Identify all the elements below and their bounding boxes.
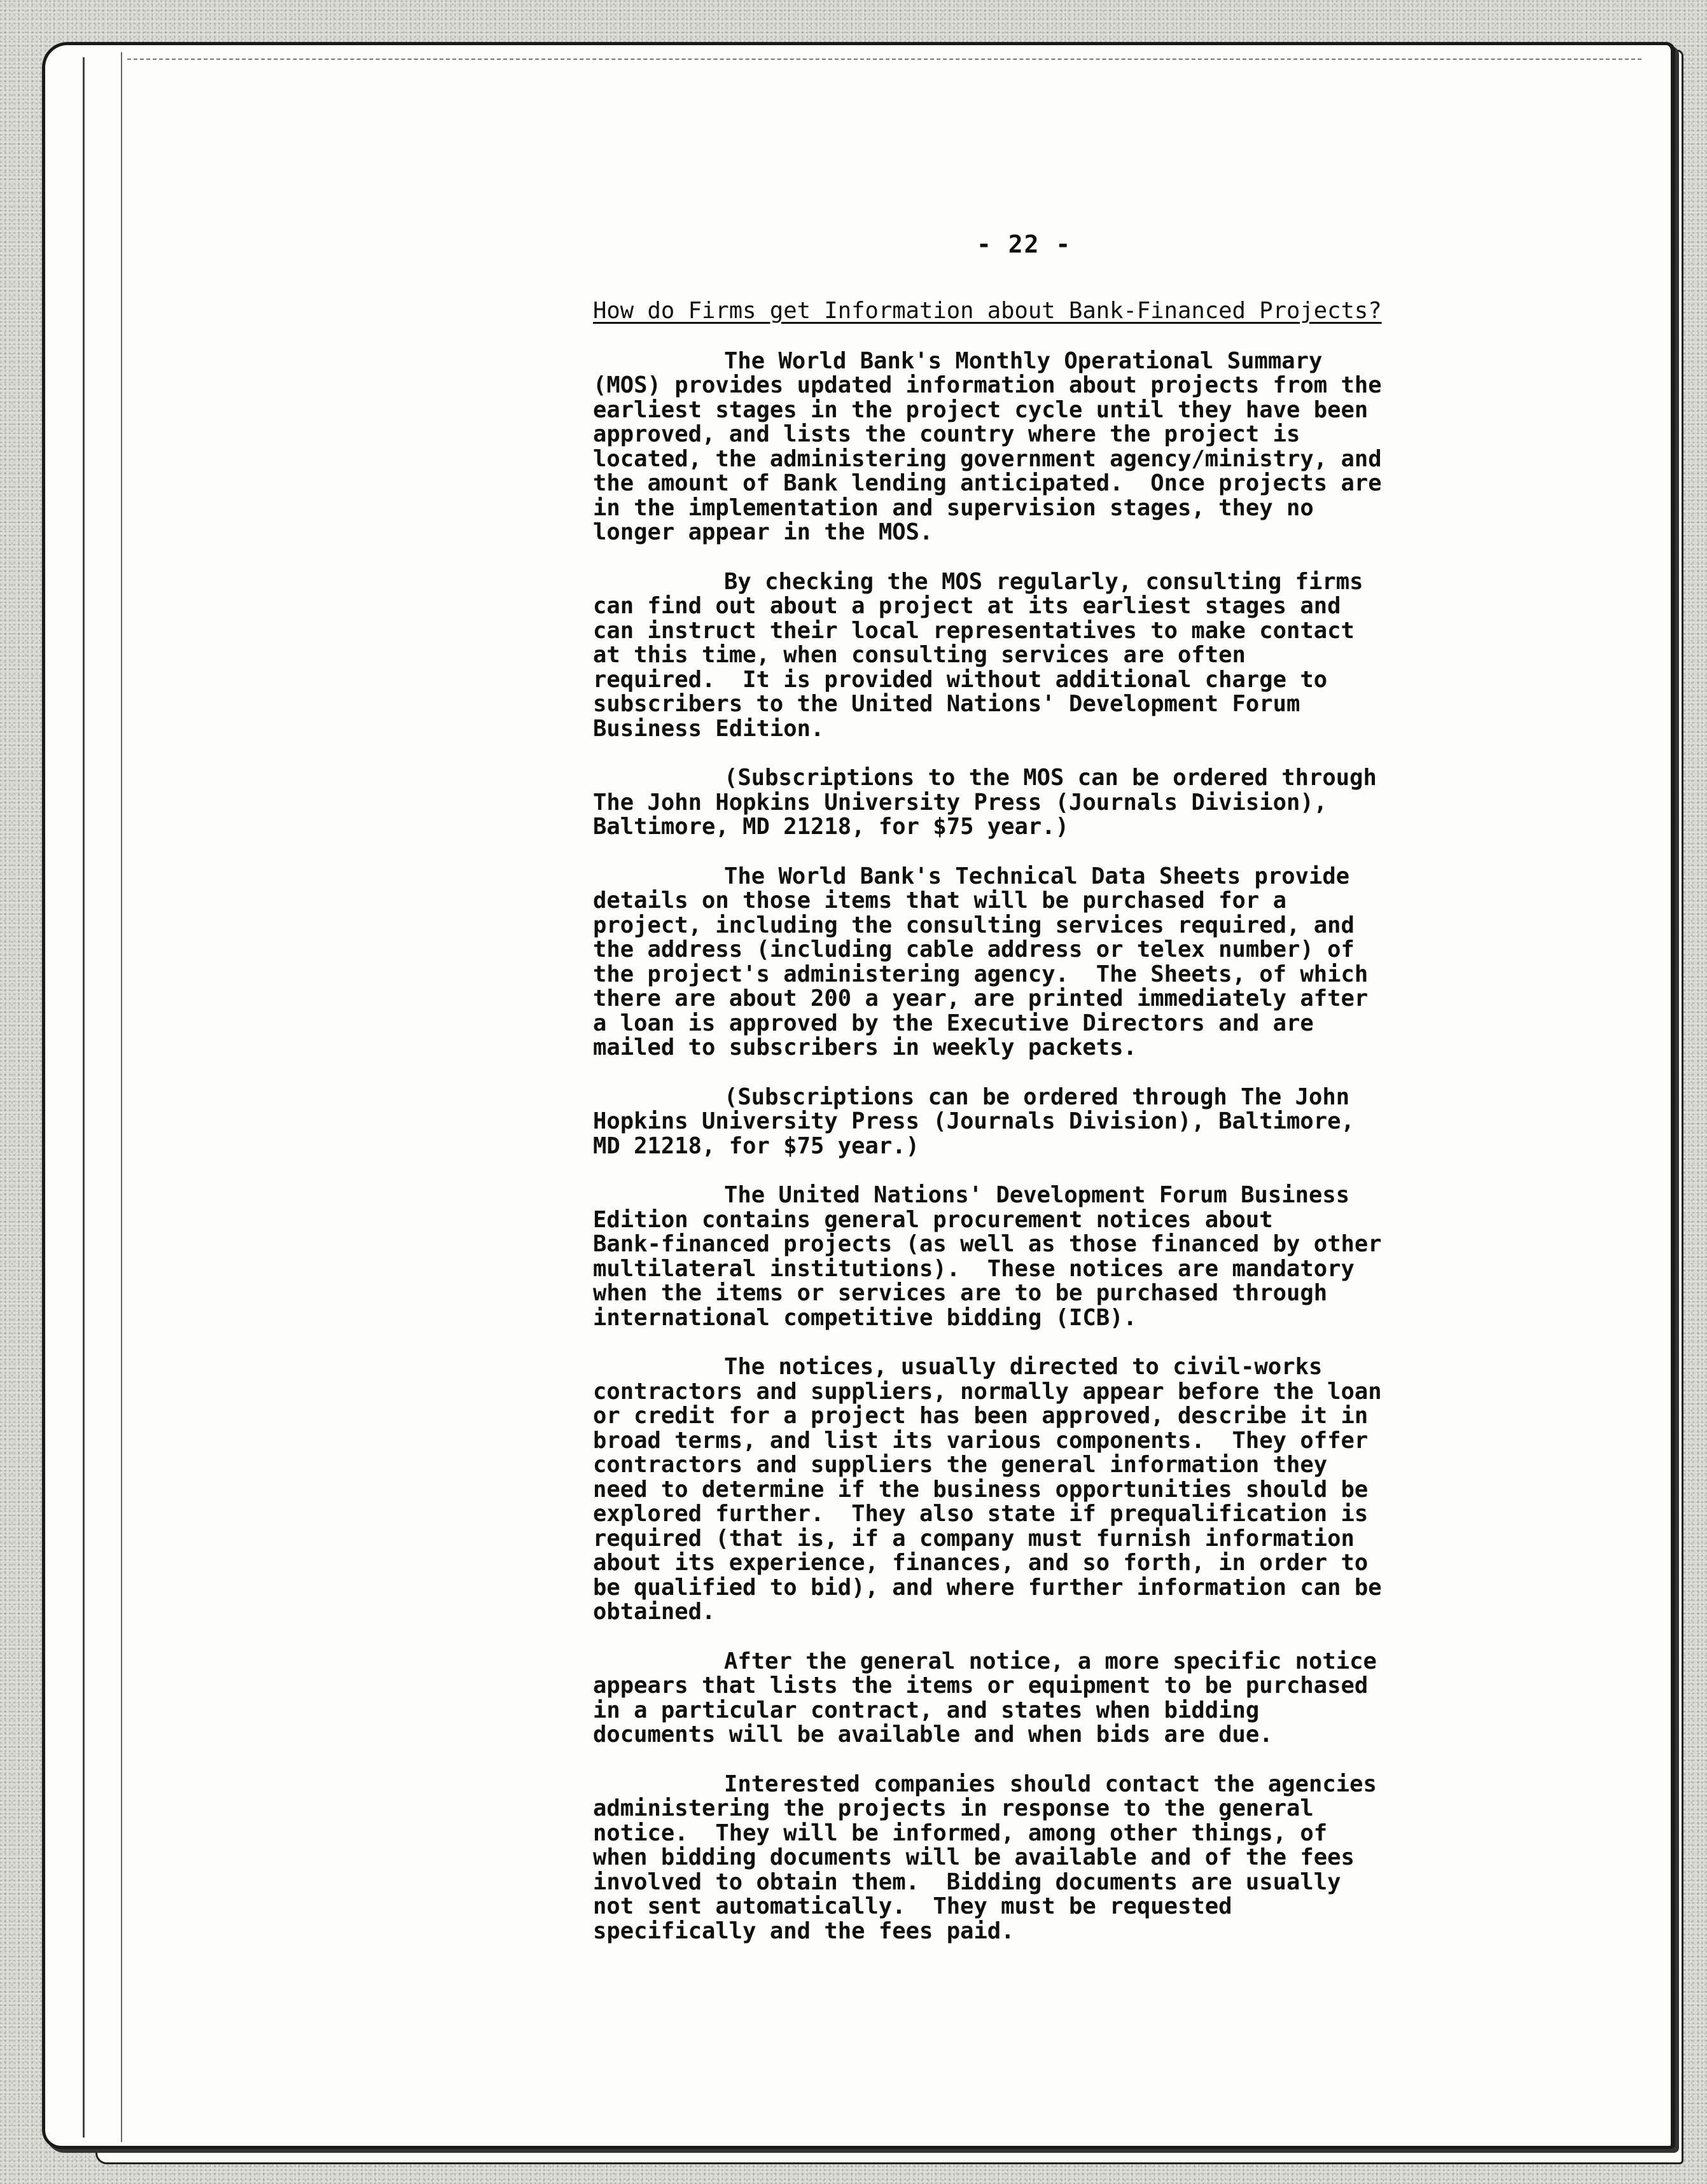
text-line: Baltimore, MD 21218, for $75 year.) (593, 814, 1069, 840)
text-line: broad terms, and list its various components. They offer (593, 1427, 1369, 1454)
text-line: project, including the consulting services required, and (593, 912, 1355, 938)
text-line: when the items or services are to be purchased through (593, 1280, 1328, 1306)
text-line: need to determine if the business opportunities should be (593, 1476, 1369, 1503)
page-edge-line (127, 59, 1641, 60)
text-line: when bidding documents will be available and of the fees (593, 1844, 1355, 1870)
paragraph (593, 1650, 1471, 1748)
text-line: in a particular contract, and states when bidding (593, 1697, 1260, 1723)
text-line: there are about 200 a year, are printed immediately after (593, 985, 1369, 1012)
page-number: - 22 - (977, 230, 1072, 258)
text-line: The World Bank's Monthly Operational Summary (724, 347, 1323, 374)
paragraph (593, 349, 1471, 545)
text-line: required. It is provided without additional charge to (593, 666, 1328, 693)
text-line: contractors and suppliers, normally appear before the loan (593, 1378, 1382, 1405)
page-edge-line (121, 52, 122, 2142)
paragraph (593, 1085, 1471, 1159)
text-line: can instruct their local representatives to make contact (593, 617, 1355, 644)
text-line: administering the projects in response to the general (593, 1795, 1314, 1821)
page-edge-line (83, 57, 85, 2138)
paragraph (593, 1183, 1471, 1330)
paragraph (593, 570, 1471, 742)
text-line: Edition contains general procurement notices about (593, 1206, 1273, 1233)
text-line: a loan is approved by the Executive Directors and are (593, 1010, 1314, 1036)
text-line: appears that lists the items or equipment to be purchased (593, 1673, 1369, 1699)
paragraph (593, 766, 1471, 840)
text-line: the project's administering agency. The Sheets, of which (593, 961, 1369, 987)
text-line: MD 21218, for $75 year.) (593, 1132, 919, 1159)
section-heading: How do Firms get Information about Bank-Financed Projects? (593, 298, 1382, 324)
paragraph (593, 1355, 1471, 1625)
text-line: at this time, when consulting services are often (593, 642, 1246, 668)
text-line: subscribers to the United Nations' Development Forum (593, 691, 1300, 717)
text-line: (Subscriptions to the MOS can be ordered through (724, 765, 1377, 791)
text-line: notice. They will be informed, among other things, of (593, 1819, 1328, 1846)
paragraph (593, 1772, 1471, 1944)
text-line: By checking the MOS regularly, consulting firms (724, 568, 1363, 595)
text-line: obtained. (593, 1599, 716, 1625)
text-line: explored further. They also state if prequalification is (593, 1501, 1369, 1527)
text-line: The United Nations' Development Forum Business (724, 1182, 1350, 1208)
document-body (593, 299, 1471, 1968)
paragraph (593, 865, 1471, 1061)
text-line: contractors and suppliers the general information they (593, 1452, 1328, 1478)
text-line: (Subscriptions can be ordered through The John (724, 1083, 1350, 1110)
text-line: The World Bank's Technical Data Sheets provide (724, 863, 1350, 889)
text-line: longer appear in the MOS. (593, 519, 933, 545)
text-line: or credit for a project has been approved, describe it in (593, 1403, 1369, 1429)
text-line: documents will be available and when bids are due. (593, 1721, 1273, 1748)
text-line: not sent automatically. They must be requested (593, 1893, 1232, 1919)
text-line: Interested companies should contact the agencies (724, 1770, 1377, 1797)
text-line: can find out about a project at its earliest stages and (593, 593, 1341, 619)
text-line: be qualified to bid), and where further information can be (593, 1574, 1382, 1601)
text-line: the address (including cable address or telex number) of (593, 936, 1355, 963)
text-line: the amount of Bank lending anticipated. Once projects are (593, 470, 1382, 496)
text-line: The notices, usually directed to civil-works (724, 1354, 1323, 1380)
text-line: Hopkins University Press (Journals Division), Baltimore, (593, 1108, 1355, 1134)
text-line: earliest stages in the project cycle until they have been (593, 396, 1369, 423)
text-line: After the general notice, a more specific notice (724, 1648, 1377, 1674)
text-line: about its experience, finances, and so forth, in order to (593, 1550, 1369, 1576)
text-line: approved, and lists the country where the project is (593, 421, 1300, 447)
text-line: The John Hopkins University Press (Journals Division), (593, 789, 1328, 816)
text-line: in the implementation and supervision stages, they no (593, 494, 1314, 521)
text-line: specifically and the fees paid. (593, 1917, 1015, 1944)
text-line: Business Edition. (593, 715, 825, 742)
text-line: mailed to subscribers in weekly packets. (593, 1034, 1137, 1061)
text-line: Bank-financed projects (as well as those financed by other (593, 1231, 1382, 1257)
text-line: (MOS) provides updated information about projects from the (593, 372, 1382, 398)
text-line: multilateral institutions). These notices are mandatory (593, 1255, 1355, 1282)
text-line: required (that is, if a company must furnish information (593, 1525, 1355, 1552)
text-line: details on those items that will be purchased for a (593, 887, 1287, 914)
text-line: located, the administering government agency/ministry, and (593, 445, 1382, 472)
text-line: involved to obtain them. Bidding documents are usually (593, 1868, 1341, 1895)
text-line: international competitive bidding (ICB). (593, 1304, 1137, 1331)
